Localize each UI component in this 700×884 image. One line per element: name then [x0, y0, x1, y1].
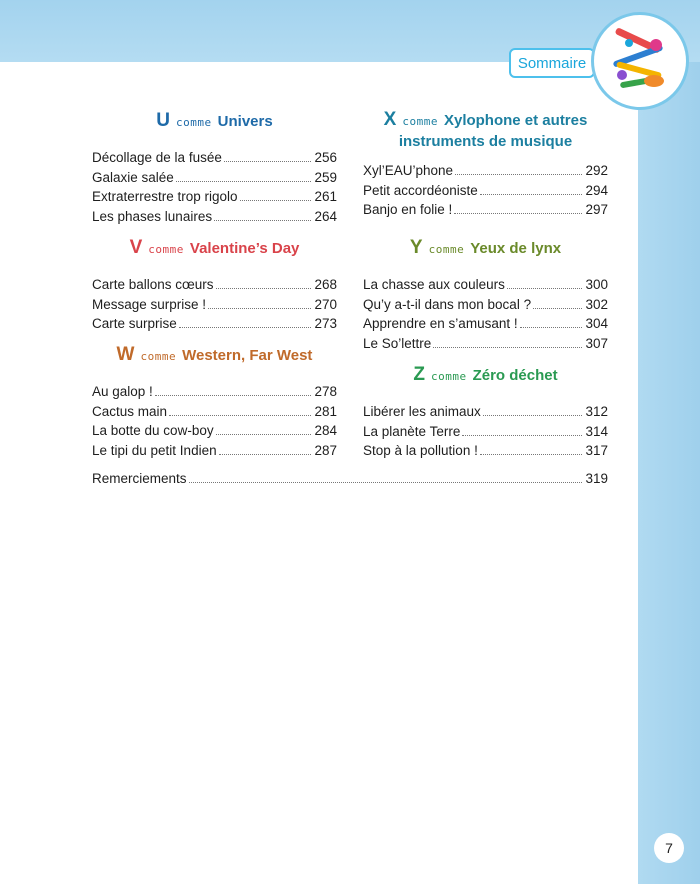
- section-y-comme: comme: [428, 243, 465, 256]
- leader-dots: [224, 160, 312, 162]
- entry-page: 304: [585, 316, 608, 331]
- leader-dots: [169, 414, 311, 416]
- entry-page: 307: [585, 335, 608, 351]
- entry-page: 261: [314, 189, 337, 204]
- leader-dots: [454, 212, 582, 214]
- entry-page: 284: [314, 423, 337, 438]
- toc-entry[interactable]: [92, 316, 337, 336]
- entry-page: 256: [314, 150, 337, 165]
- entry-page: 319: [585, 471, 608, 486]
- leader-dots: [189, 481, 583, 483]
- entry-title: Carte surprise: [92, 316, 177, 331]
- toc-entry[interactable]: [92, 209, 337, 229]
- entry-page: 259: [314, 169, 337, 185]
- entry-page: 314: [585, 423, 608, 439]
- toc-entry[interactable]: [363, 424, 608, 444]
- entry-page: 297: [585, 202, 608, 217]
- section-y: [363, 237, 608, 355]
- entry-page: 278: [314, 384, 337, 399]
- toc-entry[interactable]: [92, 150, 337, 170]
- toc-entry[interactable]: [92, 423, 337, 443]
- toc-entry[interactable]: [363, 183, 608, 203]
- leader-dots: [533, 307, 582, 309]
- leader-dots: [155, 394, 312, 396]
- leader-dots: [433, 346, 582, 348]
- entry-title: Message surprise !: [92, 296, 207, 312]
- leader-dots: [507, 287, 583, 289]
- section-u-heading: [92, 110, 337, 132]
- section-x-title-line1: Xylophone et autres: [443, 112, 588, 129]
- entry-page: 273: [314, 316, 337, 331]
- entry-title: La chasse aux couleurs: [363, 277, 505, 292]
- section-z-comme: comme: [430, 370, 467, 383]
- section-y-title: Yeux de lynx: [470, 240, 562, 257]
- art-supplies-icon: [594, 15, 686, 107]
- section-z-title: Zéro déchet: [472, 367, 558, 384]
- leader-dots: [480, 193, 583, 195]
- entry-title: Le tipi du petit Indien: [92, 442, 217, 458]
- section-w-title: Western, Far West: [182, 347, 313, 364]
- entry-title: Xyl’EAU’phone: [363, 163, 454, 178]
- section-w: [92, 344, 337, 462]
- toc-entry[interactable]: [363, 163, 608, 183]
- section-u: [92, 110, 337, 228]
- sommaire-tab-label: Sommaire: [517, 54, 587, 72]
- leader-dots: [520, 326, 583, 328]
- entry-page: 287: [314, 442, 337, 458]
- entry-page: 292: [585, 163, 608, 178]
- section-u-comme: comme: [176, 116, 212, 129]
- toc-entry[interactable]: [92, 297, 337, 317]
- toc-entry[interactable]: [92, 277, 337, 297]
- entry-title: Cactus main: [92, 403, 168, 419]
- toc-entry[interactable]: [92, 443, 337, 463]
- entry-title: Carte ballons cœurs: [92, 277, 214, 292]
- leader-dots: [455, 173, 582, 175]
- entry-page: 302: [585, 296, 608, 312]
- section-v-title: Valentine’s Day: [189, 240, 300, 257]
- entry-title: Le So’lettre: [363, 335, 432, 351]
- leader-dots: [214, 219, 311, 221]
- entry-title: Décollage de la fusée: [92, 150, 222, 165]
- entry-title: Petit accordéoniste: [363, 182, 478, 198]
- entry-title: Banjo en folie !: [363, 202, 453, 217]
- section-remerciements: [92, 471, 608, 491]
- leader-dots: [208, 307, 311, 309]
- entry-title: Galaxie salée: [92, 169, 174, 185]
- section-y-heading: [363, 237, 608, 259]
- toc-entry[interactable]: [363, 336, 608, 356]
- section-u-letter: U: [156, 110, 171, 131]
- leader-dots: [483, 414, 583, 416]
- toc-entry-remerciements[interactable]: [92, 471, 608, 491]
- toc-entry[interactable]: [92, 384, 337, 404]
- leader-dots: [480, 453, 583, 455]
- entry-title: Libérer les animaux: [363, 404, 481, 419]
- section-z-heading: [363, 364, 608, 386]
- page-number: [654, 833, 684, 863]
- right-background-band: [638, 62, 700, 884]
- leader-dots: [216, 433, 312, 435]
- section-z-letter: Z: [413, 364, 425, 385]
- toc-entry[interactable]: [363, 443, 608, 463]
- toc-entry[interactable]: [363, 316, 608, 336]
- section-x-letter: X: [383, 109, 397, 130]
- entry-page: 270: [314, 296, 337, 312]
- entry-page: 300: [585, 277, 608, 292]
- toc-entry[interactable]: [363, 297, 608, 317]
- section-u-title: Univers: [217, 113, 273, 130]
- entry-title: La planète Terre: [363, 423, 461, 439]
- section-v-comme: comme: [148, 243, 184, 256]
- toc-entry[interactable]: [363, 202, 608, 222]
- entry-page: 268: [314, 277, 337, 292]
- section-v-heading: [92, 237, 337, 259]
- entry-page: 294: [585, 182, 608, 198]
- section-x: [363, 110, 608, 222]
- section-x-comme: comme: [402, 115, 438, 128]
- section-w-heading: [92, 344, 337, 366]
- page-number-label: 7: [665, 840, 673, 856]
- section-y-letter: Y: [409, 237, 423, 258]
- entry-title: Les phases lunaires: [92, 208, 213, 224]
- leader-dots: [462, 434, 582, 436]
- entry-title: Stop à la pollution !: [363, 443, 478, 458]
- entry-title: Qu’y a-t-il dans mon bocal ?: [363, 296, 532, 312]
- section-z: [363, 364, 608, 463]
- entry-title: La botte du cow-boy: [92, 423, 214, 438]
- sommaire-tab[interactable]: [509, 48, 595, 78]
- toc-entry[interactable]: [363, 277, 608, 297]
- toc-entry[interactable]: [363, 404, 608, 424]
- leader-dots: [240, 199, 312, 201]
- toc-entry[interactable]: [92, 170, 337, 190]
- entry-page: 281: [314, 403, 337, 419]
- section-w-letter: W: [116, 344, 135, 365]
- entry-page: 312: [585, 404, 608, 419]
- leader-dots: [216, 287, 312, 289]
- leader-dots: [179, 326, 312, 328]
- leader-dots: [176, 180, 312, 182]
- toc-entry[interactable]: [92, 189, 337, 209]
- section-x-heading: [363, 110, 608, 152]
- section-v: [92, 237, 337, 336]
- toc-entry[interactable]: [92, 404, 337, 424]
- entry-title: Remerciements: [92, 471, 187, 486]
- entry-title: Apprendre en s’amusant !: [363, 316, 518, 331]
- section-v-letter: V: [129, 237, 143, 258]
- section-x-title-line2: instruments de musique: [398, 133, 573, 150]
- leader-dots: [219, 453, 312, 455]
- entry-page: 317: [585, 443, 608, 458]
- entry-title: Au galop !: [92, 384, 153, 399]
- section-w-comme: comme: [140, 350, 177, 363]
- entry-title: Extraterrestre trop rigolo: [92, 189, 238, 204]
- entry-page: 264: [314, 208, 337, 224]
